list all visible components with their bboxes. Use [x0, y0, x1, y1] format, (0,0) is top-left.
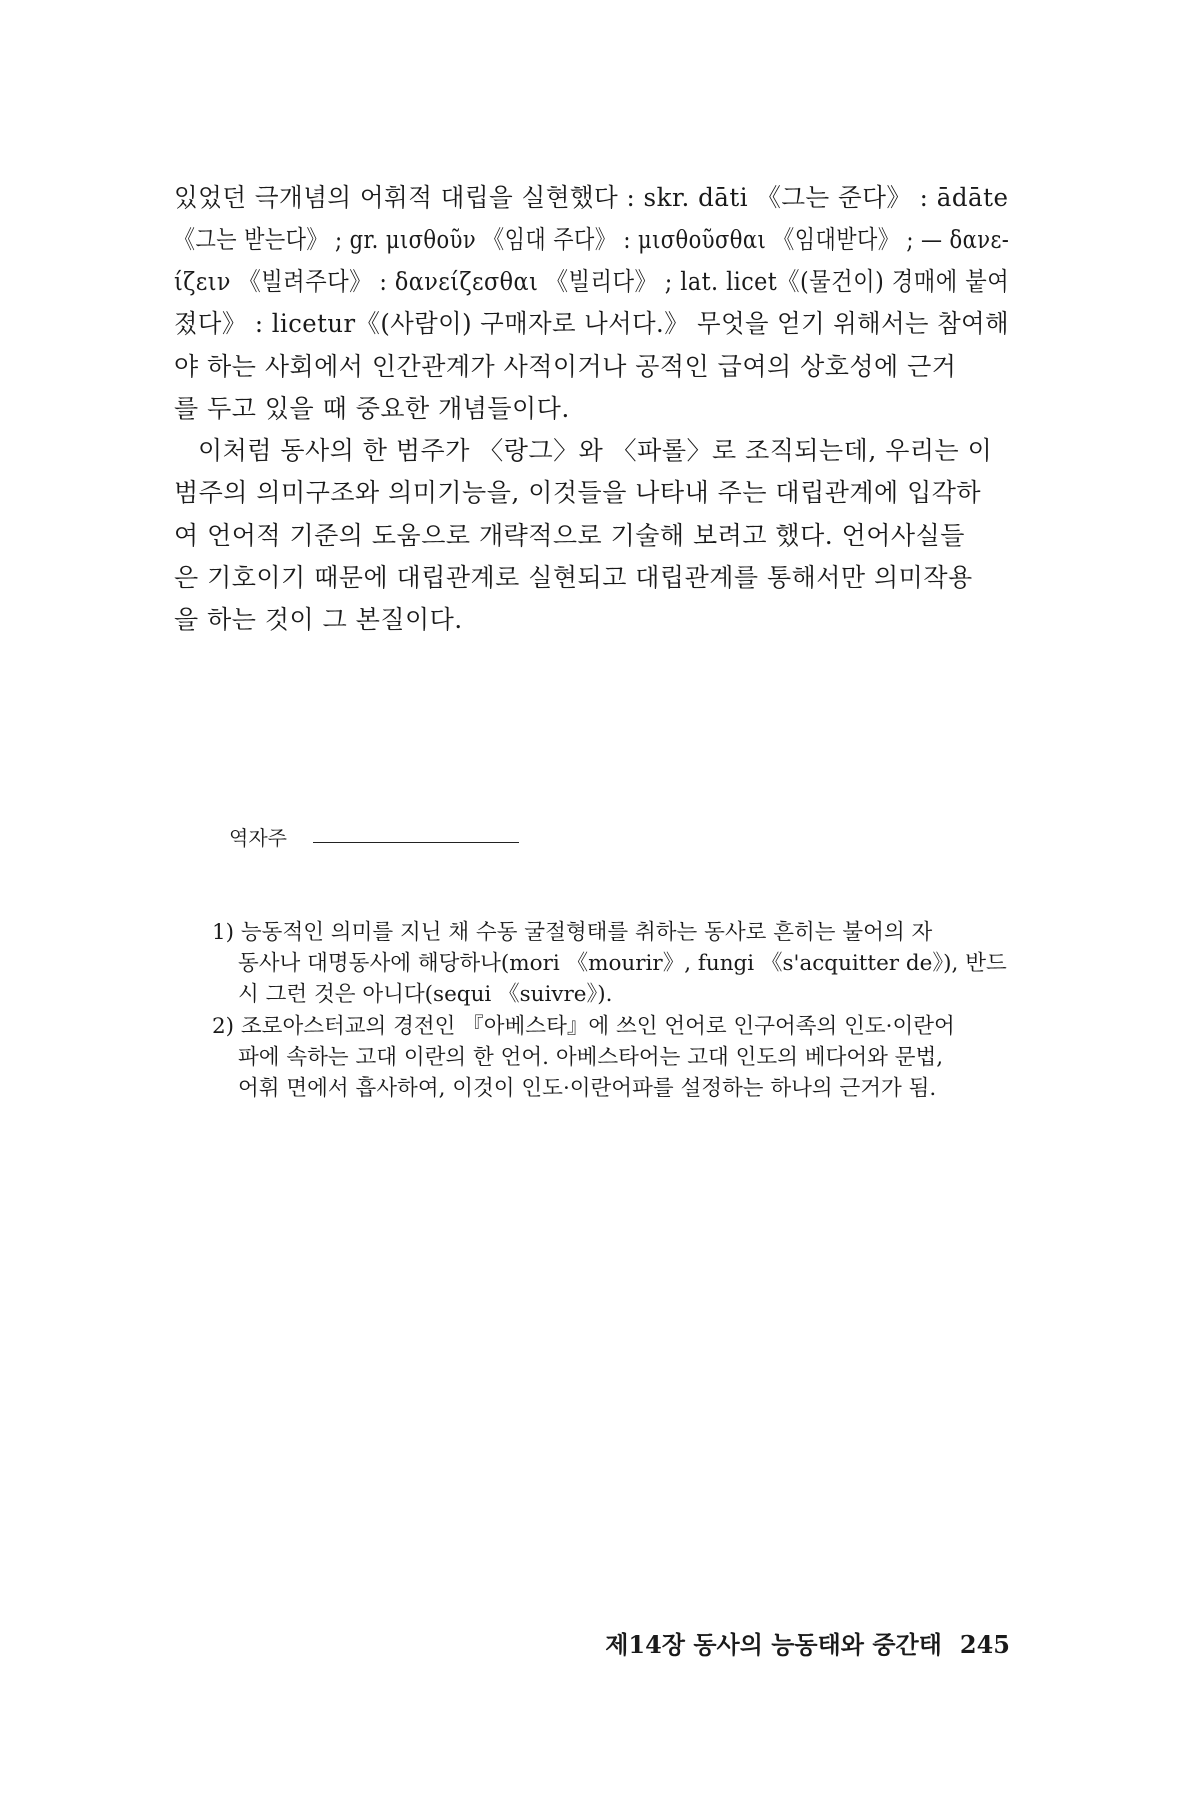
body-line: 이처럼 동사의 한 범주가 〈랑그〉와 〈파롤〉로 조직되는데, 우리는 이	[198, 436, 993, 465]
footnote-line: 시 그런 것은 아니다(sequi 《suivre》).	[238, 982, 613, 1007]
footnote-line: 어휘 면에서 흡사하여, 이것이 인도·이란어파를 설정하는 하나의 근거가 됨.	[238, 1076, 937, 1101]
body-line: 을 하는 것이 그 본질이다.	[174, 605, 463, 634]
body-line: ίζειν 《빌려주다》 : δανείζεσθαι 《빌리다》 ; lat. licet《(물건이) 경매에 붙여	[174, 267, 1010, 296]
footnote-line: 2) 조로아스터교의 경전인 『아베스타』에 쓰인 언어로 인구어족의 인도·이란어	[212, 1014, 955, 1039]
notes-label: 역자주	[229, 826, 287, 850]
body-line: 《그는 받는다》 ; gr. μισθοῦν 《임대 주다》 : μισθοῦσθαι 《임대받다》 ; — δανε-	[174, 225, 1010, 254]
footnote-line: 1) 능동적인 의미를 지닌 채 수동 굴절형태를 취하는 동사로 흔히는 불어의 자	[212, 920, 933, 945]
footnote-line: 동사나 대명동사에 해당하나(mori 《mourir》, fungi 《s'acquitter de》), 반드	[238, 951, 1007, 976]
body-line: 여 언어적 기준의 도움으로 개략적으로 기술해 보려고 했다. 언어사실들	[174, 521, 965, 550]
body-line: 야 하는 사회에서 인간관계가 사적이거나 공적인 급여의 상호성에 근거	[174, 352, 957, 381]
body-line: 졌다》 : licetur《(사람이) 구매자로 나서다.》 무엇을 얻기 위해서는 참여해	[174, 309, 1010, 338]
chapter-title: 제14장 동사의 능동태와 중간태	[605, 1630, 942, 1659]
body-line: 은 기호이기 때문에 대립관계로 실현되고 대립관계를 통해서만 의미작용	[174, 563, 973, 592]
page-number: 245	[959, 1630, 1010, 1659]
running-footer	[605, 1630, 1010, 1660]
footnote-line: 파에 속하는 고대 이란의 한 언어. 아베스타어는 고대 인도의 베다어와 문법,	[238, 1045, 944, 1070]
notes-divider	[313, 842, 519, 843]
body-line: 있었던 극개념의 어휘적 대립을 실현했다 : skr. dāti 《그는 준다》 : ādāte	[174, 183, 1009, 212]
body-line: 범주의 의미구조와 의미기능을, 이것들을 나타내 주는 대립관계에 입각하	[174, 478, 982, 507]
body-line: 를 두고 있을 때 중요한 개념들이다.	[174, 394, 570, 423]
